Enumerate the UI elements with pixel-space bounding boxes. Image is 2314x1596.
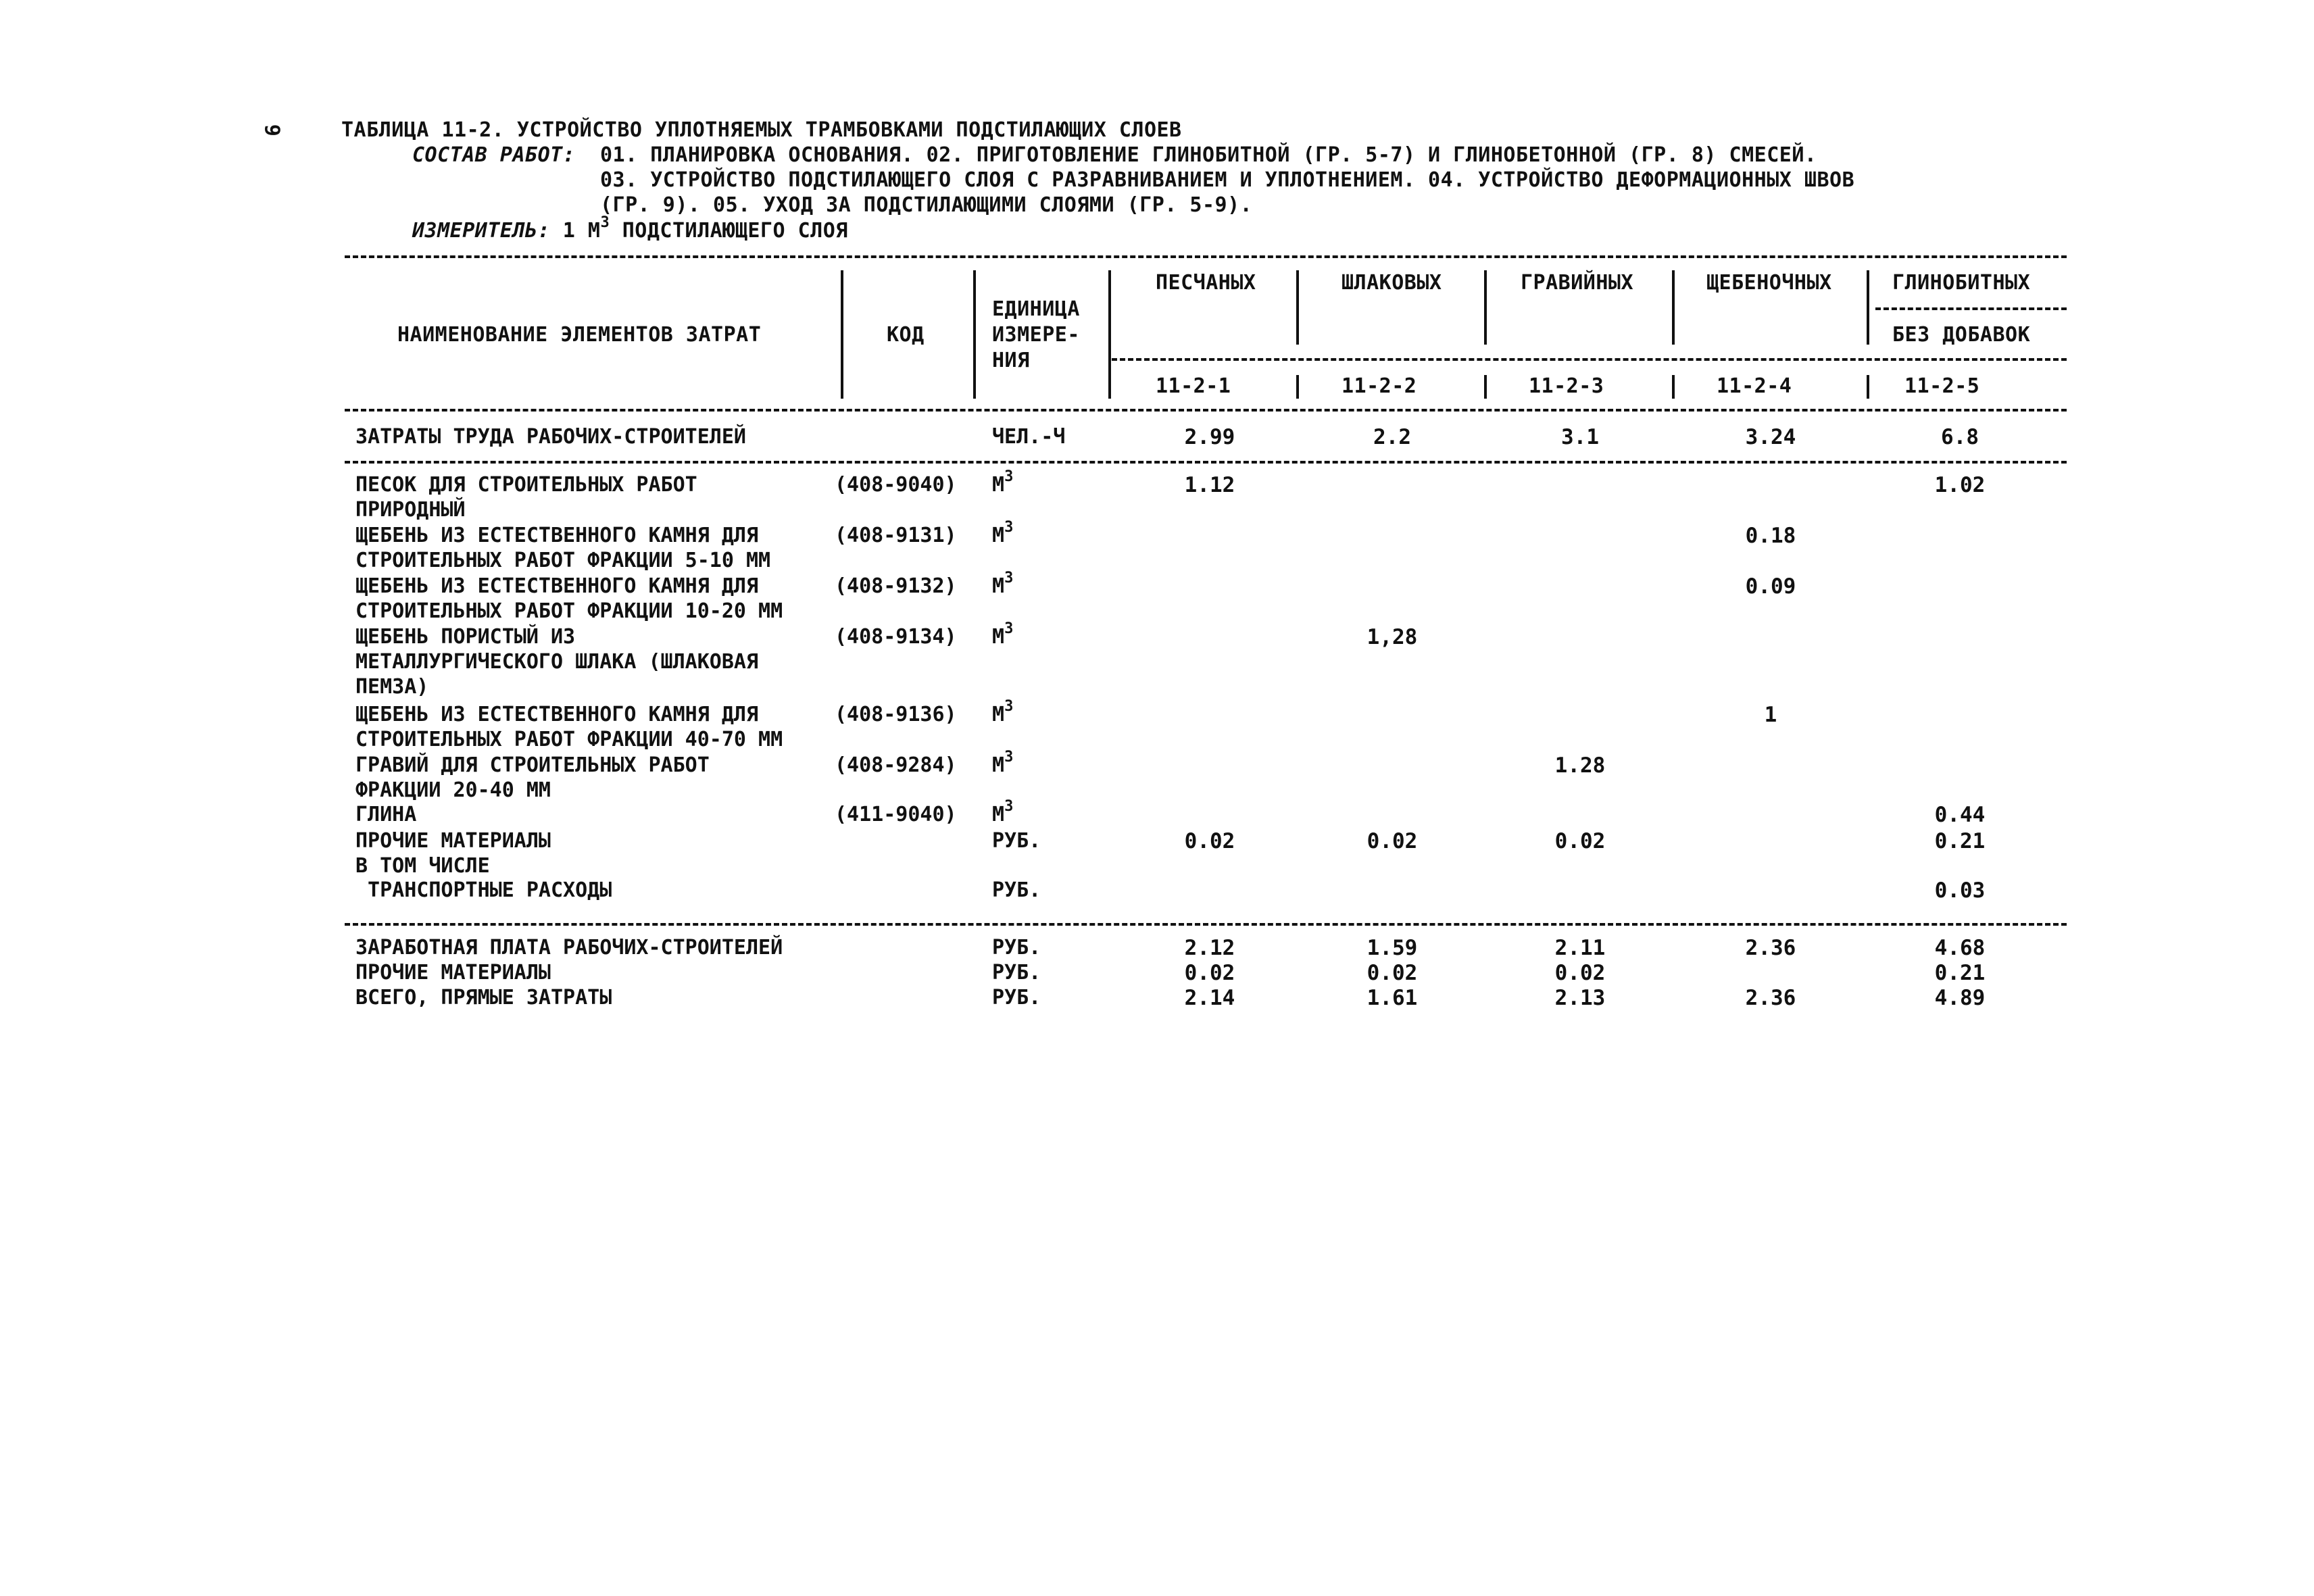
work-composition-label: СОСТАВ РАБОТ: [412, 143, 576, 167]
total-value: 4.68 [1934, 936, 1986, 960]
material-name-line: СТРОИТЕЛЬНЫХ РАБОТ ФРАКЦИИ 10-20 ММ [355, 599, 783, 623]
total-row-name: ВСЕГО, ПРЯМЫЕ ЗАТРАТЫ [355, 986, 612, 1009]
column-unit-header-1: ЕДИНИЦА [992, 297, 1080, 321]
material-name-line: В ТОМ ЧИСЛЕ [355, 854, 490, 878]
meter-rest: ПОДСТИЛАЮЩЕГО СЛОЯ [610, 219, 848, 243]
column-code-header: КОД [887, 323, 925, 347]
material-code: (408-9040) [835, 473, 957, 497]
column-unit-header-3: НИЯ [992, 349, 1030, 372]
material-unit-text: М [992, 753, 1005, 777]
total-value: 4.89 [1934, 986, 1986, 1010]
total-value: 0.02 [1554, 961, 1606, 985]
material-name-line: ПЕМЗА) [355, 675, 429, 699]
material-value: 0.02 [1367, 829, 1418, 853]
material-code: (411-9040) [835, 803, 957, 826]
material-value: 0.44 [1934, 803, 1986, 827]
group-header-gravel: ГРАВИЙНЫХ [1521, 271, 1634, 295]
material-unit-sup: 3 [1004, 468, 1014, 485]
page-number: 9 [260, 124, 284, 137]
material-name-line: ГРАВИЙ ДЛЯ СТРОИТЕЛЬНЫХ РАБОТ [355, 753, 710, 777]
material-name-line: ФРАКЦИИ 20-40 ММ [355, 778, 551, 802]
subgroup-header: БЕЗ ДОБАВОК [1892, 323, 2031, 347]
material-value: 1.28 [1554, 753, 1606, 778]
rule-header-mid [1112, 358, 2067, 361]
vbar-group-3 [1484, 270, 1487, 345]
material-unit-sup: 3 [1004, 798, 1014, 815]
total-value: 0.21 [1934, 961, 1986, 985]
material-value: 0.02 [1554, 829, 1606, 853]
material-unit-sup: 3 [1004, 698, 1014, 715]
material-value: 1 [1764, 703, 1777, 727]
code-11-2-1: 11-2-1 [1156, 374, 1231, 398]
material-unit [992, 798, 1014, 826]
labor-value-4: 3.24 [1745, 425, 1796, 449]
group-header-crushed: ЩЕБЕНОЧНЫХ [1706, 271, 1832, 295]
material-unit [992, 831, 1041, 851]
vbar-group-4 [1672, 270, 1675, 345]
total-value: 2.12 [1184, 936, 1235, 960]
labor-row-name: ЗАТРАТЫ ТРУДА РАБОЧИХ-СТРОИТЕЛЕЙ [355, 425, 746, 449]
material-unit-sup: 3 [1004, 570, 1014, 587]
material-unit-text: М [992, 473, 1005, 497]
material-name-line: СТРОИТЕЛЬНЫХ РАБОТ ФРАКЦИИ 5-10 ММ [355, 549, 771, 572]
vbar-group-2b [1296, 375, 1299, 399]
meter-line [412, 214, 848, 243]
total-value: 2.36 [1745, 936, 1796, 960]
code-11-2-5: 11-2-5 [1904, 374, 1980, 398]
rule-subgroup [1875, 307, 2067, 310]
total-value: 1.59 [1367, 936, 1418, 960]
material-unit [992, 880, 1041, 901]
material-unit-text: М [992, 703, 1005, 726]
vbar-group-4b [1672, 375, 1675, 399]
material-name-line: СТРОИТЕЛЬНЫХ РАБОТ ФРАКЦИИ 40-70 ММ [355, 728, 783, 751]
labor-value-5: 6.8 [1941, 425, 1979, 449]
vbar-group-1 [1108, 270, 1111, 399]
table-title: ТАБЛИЦА 11-2. УСТРОЙСТВО УПЛОТНЯЕМЫХ ТРАМБОВКАМИ ПОДСТИЛАЮЩИХ СЛОЕВ [341, 118, 1182, 142]
material-name-line: ГЛИНА [355, 803, 417, 826]
code-11-2-4: 11-2-4 [1717, 374, 1792, 398]
total-row-unit: РУБ. [992, 961, 1041, 984]
material-value: 1.02 [1934, 473, 1986, 497]
column-name-header: НАИМЕНОВАНИЕ ЭЛЕМЕНТОВ ЗАТРАТ [397, 323, 762, 347]
material-unit [992, 698, 1014, 726]
rule-before-totals [345, 923, 2067, 926]
material-value: 0.18 [1745, 524, 1796, 548]
total-row-unit: РУБ. [992, 986, 1041, 1009]
material-unit-text: М [992, 574, 1005, 598]
total-row-name: ПРОЧИЕ МАТЕРИАЛЫ [355, 961, 551, 984]
material-name-line: ЩЕБЕНЬ ИЗ ЕСТЕСТВЕННОГО КАМНЯ ДЛЯ [355, 524, 759, 547]
code-11-2-2: 11-2-2 [1341, 374, 1417, 398]
total-value: 0.02 [1184, 961, 1235, 985]
material-name-line: ЩЕБЕНЬ ПОРИСТЫЙ ИЗ [355, 625, 576, 649]
group-header-clay: ГЛИНОБИТНЫХ [1892, 271, 2031, 295]
vbar-unit [973, 270, 976, 399]
material-code: (408-9284) [835, 753, 957, 777]
total-row-name: ЗАРАБОТНАЯ ПЛАТА РАБОЧИХ-СТРОИТЕЛЕЙ [355, 936, 783, 959]
work-line-3: (ГР. 9). 05. УХОД ЗА ПОДСТИЛАЮЩИМИ СЛОЯМИ (ГР. 5-9). [600, 193, 1253, 217]
material-name-line: ПРИРОДНЫЙ [355, 498, 466, 522]
rule-top [345, 255, 2067, 258]
material-value: 0.09 [1745, 574, 1796, 599]
material-unit [992, 620, 1014, 649]
material-unit-text: М [992, 803, 1005, 826]
column-unit-header-2: ИЗМЕРЕ- [992, 323, 1080, 347]
rule-header-bottom [345, 409, 2067, 412]
material-unit-text: РУБ. [992, 829, 1041, 853]
material-name-line: ЩЕБЕНЬ ИЗ ЕСТЕСТВЕННОГО КАМНЯ ДЛЯ [355, 574, 759, 598]
group-header-sand: ПЕСЧАНЫХ [1156, 271, 1256, 295]
total-value: 2.14 [1184, 986, 1235, 1010]
material-value: 0.03 [1934, 878, 1986, 903]
material-unit [992, 468, 1014, 497]
code-11-2-3: 11-2-3 [1529, 374, 1604, 398]
material-code: (408-9136) [835, 703, 957, 726]
material-unit-text: РУБ. [992, 878, 1041, 902]
material-name-line: ТРАНСПОРТНЫЕ РАСХОДЫ [355, 878, 612, 902]
material-unit [992, 519, 1014, 547]
group-header-slag: ШЛАКОВЫХ [1341, 271, 1442, 295]
material-name-line: ПРОЧИЕ МАТЕРИАЛЫ [355, 829, 551, 853]
vbar-group-5b [1867, 375, 1869, 399]
material-code: (408-9131) [835, 524, 957, 547]
work-line-1: 01. ПЛАНИРОВКА ОСНОВАНИЯ. 02. ПРИГОТОВЛЕНИЕ ГЛИНОБИТНОЙ (ГР. 5-7) И ГЛИНОБЕТОННОЙ (ГР. 8) СМЕСЕЙ. [600, 143, 1817, 167]
total-value: 2.11 [1554, 936, 1606, 960]
material-unit-sup: 3 [1004, 519, 1014, 536]
material-unit-sup: 3 [1004, 620, 1014, 637]
material-unit-sup: 3 [1004, 749, 1014, 766]
material-name-line: ЩЕБЕНЬ ИЗ ЕСТЕСТВЕННОГО КАМНЯ ДЛЯ [355, 703, 759, 726]
vbar-group-5 [1867, 270, 1869, 345]
labor-value-1: 2.99 [1184, 425, 1235, 449]
rule-after-labor [345, 461, 2067, 464]
material-name-line: МЕТАЛЛУРГИЧЕСКОГО ШЛАКА (ШЛАКОВАЯ [355, 650, 759, 674]
material-value: 0.02 [1184, 829, 1235, 853]
work-line-2: 03. УСТРОЙСТВО ПОДСТИЛАЮЩЕГО СЛОЯ С РАЗРАВНИВАНИЕМ И УПЛОТНЕНИЕМ. 04. УСТРОЙСТВО ДЕФОРМАЦИОННЫХ ШВОВ [600, 168, 1855, 192]
material-unit-text: М [992, 625, 1005, 649]
material-code: (408-9132) [835, 574, 957, 598]
total-value: 2.13 [1554, 986, 1606, 1010]
labor-value-2: 2.2 [1373, 425, 1411, 449]
meter-label: ИЗМЕРИТЕЛЬ: [412, 219, 551, 243]
meter-value: 1 М [562, 219, 601, 243]
material-unit [992, 570, 1014, 598]
labor-row-unit: ЧЕЛ.-Ч [992, 425, 1066, 449]
material-value: 1,28 [1367, 625, 1418, 649]
material-value: 1.12 [1184, 473, 1235, 497]
material-code: (408-9134) [835, 625, 957, 649]
material-name-line: ПЕСОК ДЛЯ СТРОИТЕЛЬНЫХ РАБОТ [355, 473, 697, 497]
material-value: 0.21 [1934, 829, 1986, 853]
total-value: 1.61 [1367, 986, 1418, 1010]
labor-value-3: 3.1 [1561, 425, 1599, 449]
material-unit [992, 749, 1014, 777]
total-value: 0.02 [1367, 961, 1418, 985]
material-unit-text: М [992, 524, 1005, 547]
vbar-group-3b [1484, 375, 1487, 399]
total-row-unit: РУБ. [992, 936, 1041, 959]
vbar-code [841, 270, 843, 399]
total-value: 2.36 [1745, 986, 1796, 1010]
vbar-group-2 [1296, 270, 1299, 345]
meter-sup: 3 [600, 214, 610, 231]
